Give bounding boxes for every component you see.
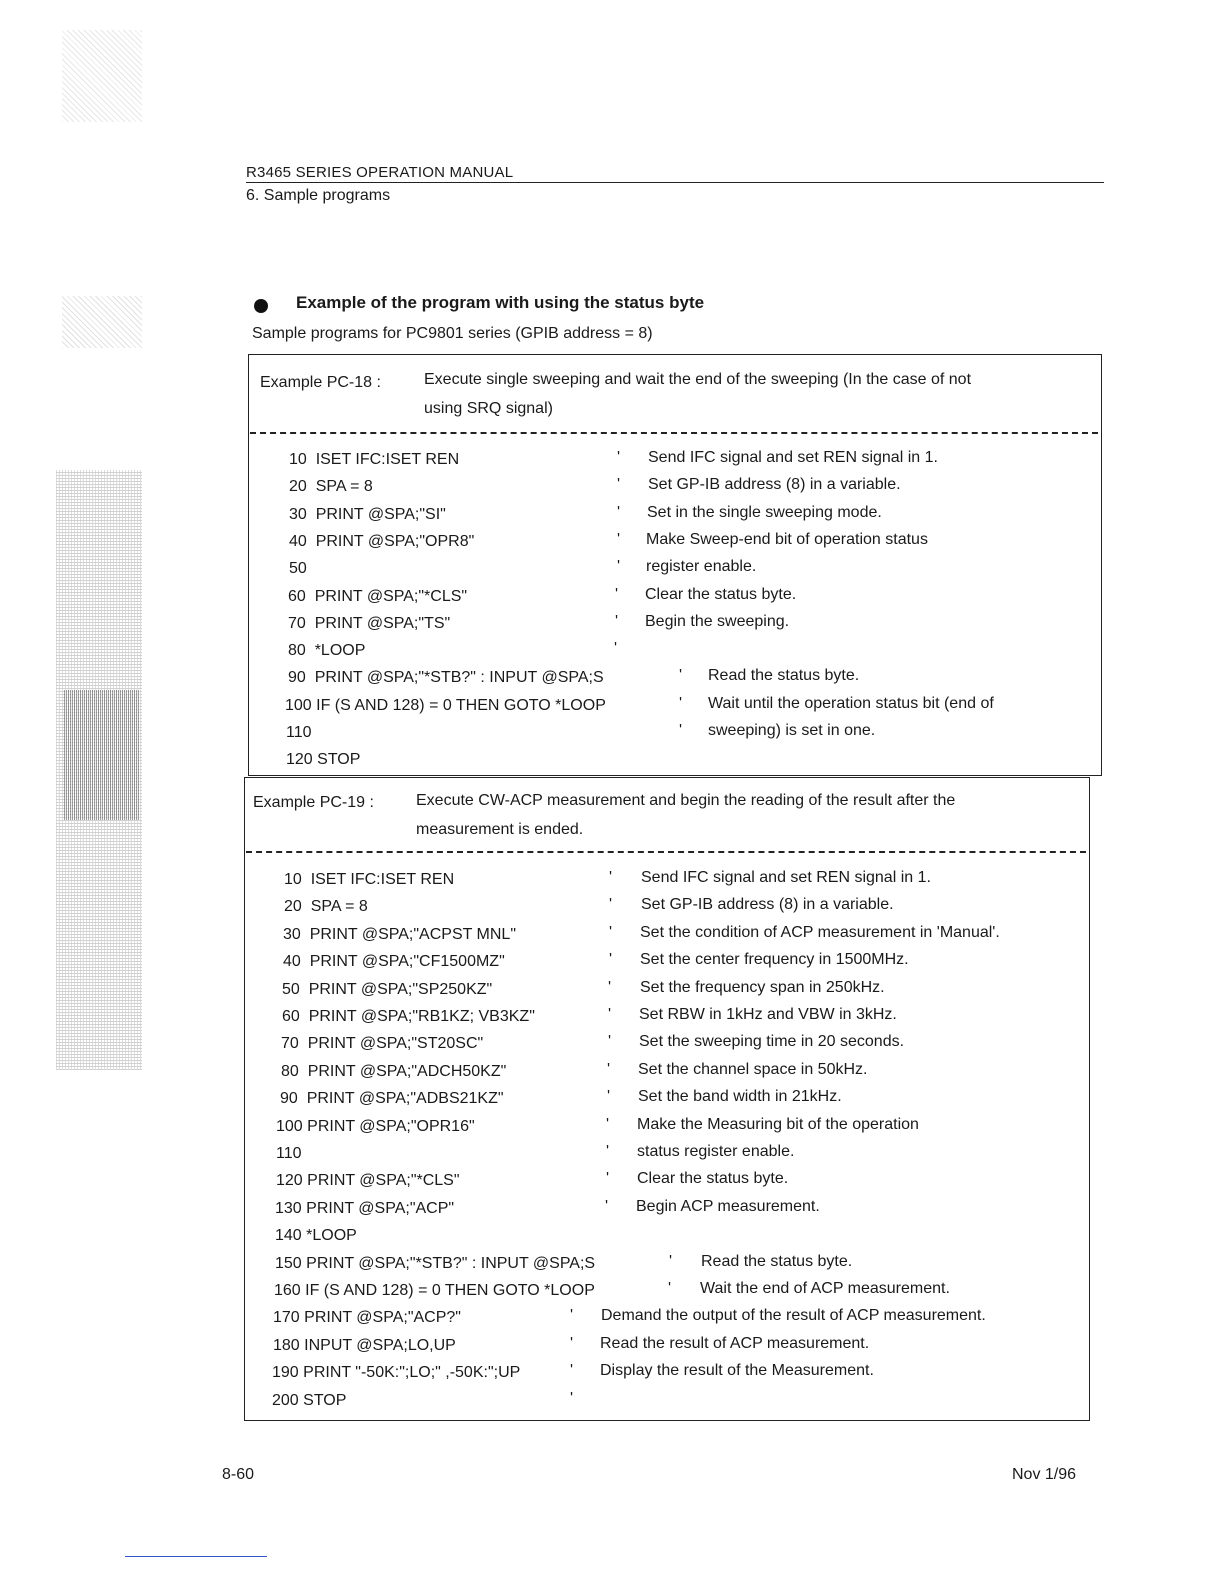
code-line: 70 PRINT @SPA;"ST20SC" xyxy=(281,1035,484,1053)
code-line: 30 PRINT @SPA;"ACPST MNL" xyxy=(283,925,516,943)
code-line: 200 STOP xyxy=(272,1391,347,1409)
comment-marker: ' xyxy=(617,503,621,521)
comment-marker: ' xyxy=(606,1115,610,1133)
comment-marker: ' xyxy=(614,640,618,658)
chapter-title: 6. Sample programs xyxy=(246,187,391,204)
comment-marker: ' xyxy=(605,1197,609,1215)
code-line: 90 PRINT @SPA;"*STB?" : INPUT @SPA;S xyxy=(288,669,604,687)
comment-marker: ' xyxy=(679,694,683,712)
comment-marker: ' xyxy=(615,585,619,603)
code-line: 20 SPA = 8 xyxy=(289,478,373,496)
comment-marker: ' xyxy=(570,1307,574,1325)
code-line: 90 PRINT @SPA;"ADBS21KZ" xyxy=(280,1090,504,1108)
example-description: Execute CW-ACP measurement and begin the reading of the result after the measurement is ended. xyxy=(416,792,956,838)
code-line: 10 ISET IFC:ISET REN xyxy=(284,871,455,888)
code-comment: Begin ACP measurement. xyxy=(636,1197,820,1215)
code-comment: Demand the output of the result of ACP measurement. xyxy=(601,1307,986,1325)
comment-marker: ' xyxy=(570,1389,574,1407)
code-line: 130 PRINT @SPA;"ACP" xyxy=(275,1199,455,1217)
comment-marker: ' xyxy=(617,449,621,466)
page-number: 8-60 xyxy=(222,1466,255,1483)
comment-marker: ' xyxy=(669,1252,673,1270)
code-line: 40 PRINT @SPA;"CF1500MZ" xyxy=(283,953,505,971)
comment-marker: ' xyxy=(606,1143,610,1160)
code-comment: Set the channel space in 50kHz. xyxy=(638,1060,868,1078)
code-line: 170 PRINT @SPA;"ACP?" xyxy=(273,1309,461,1327)
code-line: 190 PRINT "-50K:";LO;" ,-50K:";UP xyxy=(272,1364,521,1382)
code-line: 60 PRINT @SPA;"RB1KZ; VB3KZ" xyxy=(282,1008,535,1025)
comment-marker: ' xyxy=(608,978,612,996)
code-line: 150 PRINT @SPA;"*STB?" : INPUT @SPA;S xyxy=(275,1254,596,1272)
comment-marker: ' xyxy=(570,1334,574,1352)
code-line: 60 PRINT @SPA;"*CLS" xyxy=(288,587,468,605)
code-line: 10 ISET IFC:ISET REN xyxy=(289,451,460,468)
code-comment: Make Sweep-end bit of operation status xyxy=(646,530,928,548)
comment-marker: ' xyxy=(609,869,613,886)
code-line: 120 STOP xyxy=(286,751,361,769)
code-comment: Set RBW in 1kHz and VBW in 3kHz. xyxy=(639,1006,897,1023)
scan-noise xyxy=(62,296,142,348)
manual-title: R3465 SERIES OPERATION MANUAL xyxy=(246,164,514,181)
comment-marker: ' xyxy=(607,1088,611,1106)
header-rule xyxy=(246,182,1104,183)
code-comment: Send IFC signal and set REN signal in 1. xyxy=(648,449,938,466)
code-comment: Clear the status byte. xyxy=(637,1170,789,1188)
comment-marker: ' xyxy=(679,667,683,685)
code-comment: Read the status byte. xyxy=(708,667,860,685)
example-label: Example PC-18 : xyxy=(260,374,381,391)
code-comment: Wait the end of ACP measurement. xyxy=(700,1280,950,1297)
code-comment: Set GP-IB address (8) in a variable. xyxy=(641,896,894,914)
comment-marker: ' xyxy=(606,1170,610,1188)
code-line: 180 INPUT @SPA;LO,UP xyxy=(273,1336,456,1354)
code-line: 80 PRINT @SPA;"ADCH50KZ" xyxy=(281,1062,507,1080)
comment-marker: ' xyxy=(617,530,621,548)
code-comment: Set the condition of ACP measurement in 'Manual'. xyxy=(640,923,1000,941)
code-line: 100 IF (S AND 128) = 0 THEN GOTO *LOOP xyxy=(285,696,606,714)
code-comment: Read the result of ACP measurement. xyxy=(600,1334,870,1352)
code-comment: sweeping) is set in one. xyxy=(708,722,876,739)
comment-marker: ' xyxy=(570,1362,574,1380)
code-comment: Set the sweeping time in 20 seconds. xyxy=(639,1033,905,1051)
scan-mark xyxy=(125,1556,267,1557)
example-description: Execute single sweeping and wait the end of the sweeping (In the case of not using SRQ signal) xyxy=(424,371,972,417)
code-line: 40 PRINT @SPA;"OPR8" xyxy=(289,532,475,550)
code-line: 120 PRINT @SPA;"*CLS" xyxy=(276,1172,460,1190)
dashed-divider xyxy=(250,432,1098,434)
code-line: 70 PRINT @SPA;"TS" xyxy=(288,614,451,632)
comment-marker: ' xyxy=(617,558,621,576)
comment-marker: ' xyxy=(679,722,683,739)
code-comment: Display the result of the Measurement. xyxy=(600,1362,874,1380)
comment-marker: ' xyxy=(617,476,621,494)
code-comment: status register enable. xyxy=(637,1143,795,1160)
code-comment: Clear the status byte. xyxy=(645,585,797,603)
code-line: 80 *LOOP xyxy=(288,642,366,660)
section-title: Example of the program with using the status byte xyxy=(296,293,705,312)
dashed-divider xyxy=(246,851,1086,853)
code-line: 110 xyxy=(276,1145,302,1162)
scan-noise xyxy=(62,30,142,122)
section-subtitle: Sample programs for PC9801 series (GPIB address = 8) xyxy=(252,325,653,342)
code-line: 140 *LOOP xyxy=(275,1227,357,1245)
comment-marker: ' xyxy=(668,1280,672,1297)
code-comment: Begin the sweeping. xyxy=(645,612,790,630)
comment-marker: ' xyxy=(608,1033,612,1051)
code-comment: Send IFC signal and set REN signal in 1. xyxy=(641,869,931,886)
bullet-icon xyxy=(254,299,268,313)
code-line: 30 PRINT @SPA;"SI" xyxy=(289,505,446,523)
code-line: 110 xyxy=(286,724,312,741)
code-comment: Wait until the operation status bit (end of xyxy=(708,694,994,712)
comment-marker: ' xyxy=(608,1006,612,1023)
footer-date: Nov 1/96 xyxy=(1012,1466,1077,1483)
code-comment: Read the status byte. xyxy=(701,1252,853,1270)
code-line: 160 IF (S AND 128) = 0 THEN GOTO *LOOP xyxy=(274,1282,595,1299)
comment-marker: ' xyxy=(609,896,613,914)
comment-marker: ' xyxy=(609,923,613,941)
code-comment: Set in the single sweeping mode. xyxy=(647,503,882,521)
example-label: Example PC-19 : xyxy=(253,794,374,811)
comment-marker: ' xyxy=(607,1060,611,1078)
code-line: 100 PRINT @SPA;"OPR16" xyxy=(276,1117,475,1135)
code-comment: Set the band width in 21kHz. xyxy=(638,1088,842,1106)
code-comment: Set the center frequency in 1500MHz. xyxy=(640,951,909,969)
code-comment: Make the Measuring bit of the operation xyxy=(637,1115,919,1133)
code-line: 50 xyxy=(289,560,307,578)
code-line: 50 PRINT @SPA;"SP250KZ" xyxy=(282,980,493,998)
scan-noise xyxy=(64,690,140,820)
code-comment: Set the frequency span in 250kHz. xyxy=(640,978,885,996)
code-line: 20 SPA = 8 xyxy=(284,898,368,916)
code-comment: register enable. xyxy=(646,558,757,576)
comment-marker: ' xyxy=(615,612,619,630)
code-comment: Set GP-IB address (8) in a variable. xyxy=(648,476,901,494)
comment-marker: ' xyxy=(609,951,613,969)
